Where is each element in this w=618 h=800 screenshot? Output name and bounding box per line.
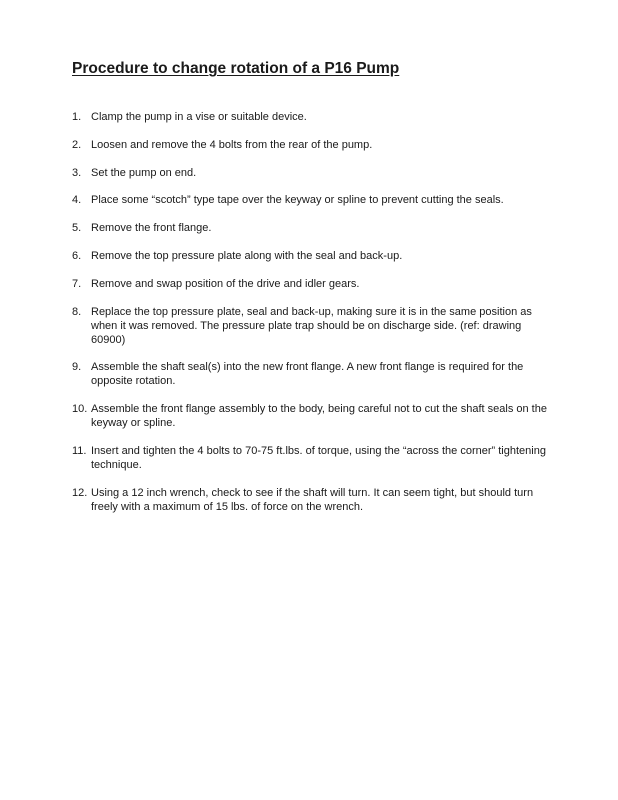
step-number: 2. [72, 138, 82, 151]
step-text: Using a 12 inch wrench, check to see if the shaft will turn. It can seem tight, but should turn freely with a maximum of 15 lbs. of force on the wrench. [91, 486, 534, 513]
step-number: 7. [72, 277, 82, 290]
step-number: 6. [72, 249, 82, 262]
step-text: Loosen and remove the 4 bolts from the rear of the pump. [91, 138, 373, 151]
step-2 [72, 138, 552, 152]
step-text: Assemble the shaft seal(s) into the new front flange. A new front flange is required for the opposite rotation. [91, 361, 524, 388]
step-text: Remove the front flange. [91, 222, 212, 235]
step-6 [72, 249, 552, 263]
step-text: Insert and tighten the 4 bolts to 70-75 ft.lbs. of torque, using the “across the corner” tightening technique. [91, 444, 546, 471]
step-1 [72, 110, 552, 124]
step-10 [72, 402, 552, 430]
document-title: Procedure to change rotation of a P16 Pump [72, 60, 400, 77]
step-number: 12. [72, 486, 88, 499]
step-8 [72, 305, 552, 347]
step-12 [72, 486, 552, 514]
step-11 [72, 444, 552, 472]
step-number: 1. [72, 111, 82, 123]
step-3 [72, 166, 552, 180]
step-5 [72, 221, 552, 235]
step-text: Place some “scotch” type tape over the keyway or spline to prevent cutting the seals. [91, 194, 504, 207]
step-number: 8. [72, 305, 82, 318]
step-text: Clamp the pump in a vise or suitable device. [91, 111, 307, 123]
step-text: Set the pump on end. [91, 166, 197, 179]
step-9 [72, 360, 552, 388]
step-number: 11. [72, 444, 87, 457]
step-text: Remove and swap position of the drive and idler gears. [91, 277, 360, 290]
step-7 [72, 277, 552, 291]
step-text: Replace the top pressure plate, seal and back-up, making sure it is in the same position as when it was removed. The pressure plate trap should be on discharge side. (ref: drawing 60900) [91, 305, 532, 346]
procedure-steps-list [72, 110, 552, 528]
step-number: 10. [72, 403, 88, 416]
step-text: Assemble the front flange assembly to the body, being careful not to cut the shaft seals on the keyway or spline. [91, 403, 547, 430]
step-number: 3. [72, 166, 82, 179]
step-number: 9. [72, 361, 82, 374]
step-text: Remove the top pressure plate along with the seal and back-up. [91, 249, 403, 262]
step-4 [72, 193, 552, 207]
step-number: 5. [72, 222, 82, 235]
step-number: 4. [72, 194, 82, 207]
